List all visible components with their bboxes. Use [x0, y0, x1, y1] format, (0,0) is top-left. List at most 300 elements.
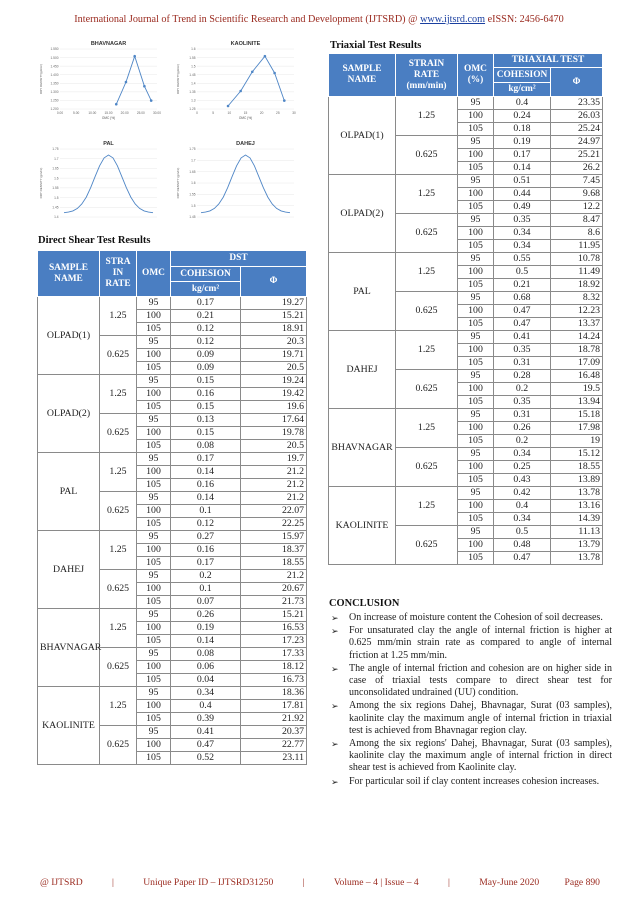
omc-cell: 95	[458, 409, 494, 422]
header-text: International Journal of Trend in Scientific Research and Development (IJTSRD) @	[74, 14, 421, 25]
curve-point	[239, 90, 242, 93]
phi-cell: 25.24	[551, 123, 603, 136]
cohesion-cell: 0.35	[494, 396, 551, 409]
phi-cell: 14.24	[551, 331, 603, 344]
cohesion-cell: 0.34	[494, 240, 551, 253]
curve-point	[133, 55, 136, 58]
conclusion-text: Among the six regions Dahej, Bhavnagar, Surat (03 samples), kaolinite clay the maximum angle of internal friction in triaxial test is achieved from Bhavnagar region clay.	[349, 700, 612, 736]
phi-cell: 19	[551, 435, 603, 448]
cohesion-cell: 0.34	[494, 448, 551, 461]
table-row	[38, 531, 307, 544]
sample-name-cell: BHAVNAGAR	[38, 609, 100, 687]
cohesion-cell: 0.15	[171, 427, 241, 440]
graph-dahej-svg	[175, 137, 300, 225]
cohesion-cell: 0.48	[494, 539, 551, 552]
y-tick-label: 1.25	[189, 107, 196, 112]
y-tick-label: 1.400	[50, 72, 59, 77]
omc-cell: 95	[458, 97, 494, 110]
table-row	[38, 453, 307, 466]
strain-rate-cell: 1.25	[100, 609, 137, 648]
strain-rate-cell: 1.25	[396, 331, 458, 370]
phi-cell: 13.89	[551, 474, 603, 487]
conclusion-text: For unsaturated clay the angle of internal friction is higher at 0.625 mm/min strain rate as compared to angle of internal friction at 1.25 mm/min.	[349, 625, 612, 661]
strain-rate-cell: 0.625	[396, 448, 458, 487]
cohesion-cell: 0.34	[171, 687, 241, 700]
omc-cell: 95	[458, 214, 494, 227]
curve-point	[150, 99, 153, 102]
phi-cell: 15.97	[241, 531, 307, 544]
cohesion-cell: 0.12	[171, 323, 241, 336]
phi-cell: 11.49	[551, 266, 603, 279]
omc-cell: 100	[137, 427, 171, 440]
graph-xlabel: OMC (%)	[238, 116, 253, 120]
omc-cell: 105	[458, 201, 494, 214]
omc-cell: 100	[458, 344, 494, 357]
omc-cell: 100	[458, 110, 494, 123]
cohesion-cell: 0.34	[494, 227, 551, 240]
phi-cell: 18.78	[551, 344, 603, 357]
conclusion-item	[329, 776, 612, 788]
cohesion-cell: 0.5	[494, 526, 551, 539]
cohesion-cell: 0.25	[494, 461, 551, 474]
table-row	[329, 97, 603, 110]
strain-rate-cell: 1.25	[396, 487, 458, 526]
phi-cell: 22.25	[241, 518, 307, 531]
omc-cell: 105	[458, 357, 494, 370]
strain-rate-cell: 0.625	[396, 370, 458, 409]
omc-cell: 95	[137, 375, 171, 388]
phi-cell: 17.09	[551, 357, 603, 370]
y-tick-label: 1.45	[189, 72, 196, 77]
arrow-bullet-icon: ➢	[331, 663, 339, 674]
conclusion-section	[329, 598, 612, 789]
phi-cell: 10.78	[551, 253, 603, 266]
graph-pal-svg	[38, 137, 163, 225]
col-sample-name: SAMPLE NAME	[38, 251, 100, 297]
strain-rate-cell: 1.25	[396, 253, 458, 292]
y-tick-label: 1.5	[54, 195, 59, 200]
phi-cell: 18.92	[551, 279, 603, 292]
cohesion-cell: 0.31	[494, 409, 551, 422]
col-group-dst: DST	[171, 251, 307, 267]
x-tick-label: 0.00	[56, 111, 64, 115]
omc-cell: 100	[137, 739, 171, 752]
omc-cell: 105	[137, 479, 171, 492]
curve-point	[227, 105, 230, 108]
cohesion-cell: 0.1	[171, 505, 241, 518]
table-row	[329, 409, 603, 422]
graph-ylabel: DRY DENSITY(gm/cc)	[39, 63, 43, 95]
omc-cell: 95	[137, 687, 171, 700]
omc-cell: 100	[458, 266, 494, 279]
omc-cell: 95	[137, 297, 171, 310]
phi-cell: 24.97	[551, 136, 603, 149]
y-tick-label: 1.4	[54, 215, 59, 220]
y-tick-label: 1.5	[191, 203, 196, 208]
phi-cell: 22.77	[241, 739, 307, 752]
omc-cell: 95	[458, 370, 494, 383]
sample-name-cell: PAL	[329, 253, 396, 331]
phi-cell: 20.5	[241, 362, 307, 375]
y-tick-label: 1.55	[189, 192, 196, 197]
omc-cell: 105	[137, 401, 171, 414]
phi-cell: 8.6	[551, 227, 603, 240]
table-row	[38, 687, 307, 700]
cohesion-cell: 0.07	[171, 596, 241, 609]
compaction-curve	[116, 56, 151, 104]
footer-separator: |	[112, 877, 114, 888]
strain-rate-cell: 0.625	[396, 526, 458, 565]
col-strain-rate: STRAIN RATE (mm/min)	[396, 54, 458, 97]
curve-point	[125, 81, 128, 84]
footer-separator: |	[448, 877, 450, 888]
col-unit: kg/cm²	[494, 83, 551, 97]
cohesion-cell: 0.27	[171, 531, 241, 544]
sample-name-cell: BHAVNAGAR	[329, 409, 396, 487]
phi-cell: 17.64	[241, 414, 307, 427]
cohesion-cell: 0.16	[171, 544, 241, 557]
cohesion-cell: 0.14	[494, 162, 551, 175]
omc-cell: 95	[137, 531, 171, 544]
sample-name-cell: KAOLINITE	[329, 487, 396, 565]
cohesion-cell: 0.15	[171, 375, 241, 388]
graph-bhavnagar-svg	[38, 37, 163, 125]
phi-cell: 19.78	[241, 427, 307, 440]
omc-cell: 100	[137, 661, 171, 674]
col-cohesion: COHESION	[494, 68, 551, 83]
strain-rate-cell: 1.25	[100, 297, 137, 336]
cohesion-cell: 0.19	[171, 622, 241, 635]
y-tick-label: 1.6	[191, 47, 196, 52]
sample-name-cell: KAOLINITE	[38, 687, 100, 765]
conclusion-item	[329, 700, 612, 737]
sample-name-cell: OLPAD(1)	[329, 97, 396, 175]
y-tick-label: 1.45	[189, 215, 196, 220]
cohesion-cell: 0.41	[494, 331, 551, 344]
compaction-curve	[228, 56, 284, 106]
strain-rate-cell: 1.25	[100, 687, 137, 726]
omc-cell: 95	[458, 292, 494, 305]
cohesion-cell: 0.28	[494, 370, 551, 383]
journal-link[interactable]: www.ijtsrd.com	[420, 14, 486, 25]
cohesion-cell: 0.52	[171, 752, 241, 765]
x-tick-label: 20	[259, 111, 264, 115]
curve-point	[273, 72, 276, 75]
omc-cell: 95	[458, 526, 494, 539]
phi-cell: 12.23	[551, 305, 603, 318]
cohesion-cell: 0.14	[171, 466, 241, 479]
conclusion-item	[329, 738, 612, 775]
cohesion-cell: 0.35	[494, 214, 551, 227]
omc-cell: 100	[458, 500, 494, 513]
phi-cell: 15.21	[241, 609, 307, 622]
y-tick-label: 1.550	[50, 47, 59, 52]
phi-cell: 15.21	[241, 310, 307, 323]
cohesion-cell: 0.21	[171, 310, 241, 323]
phi-cell: 17.98	[551, 422, 603, 435]
x-tick-label: 30.00	[153, 111, 161, 115]
omc-cell: 100	[458, 422, 494, 435]
phi-cell: 8.47	[551, 214, 603, 227]
phi-cell: 19.27	[241, 297, 307, 310]
omc-cell: 95	[458, 253, 494, 266]
cohesion-cell: 0.47	[494, 318, 551, 331]
x-tick-label: 25.00	[136, 111, 145, 115]
graph-pal	[38, 137, 163, 225]
phi-cell: 14.39	[551, 513, 603, 526]
dst-title: Direct Shear Test Results	[38, 235, 151, 246]
cohesion-cell: 0.04	[171, 674, 241, 687]
phi-cell: 16.48	[551, 370, 603, 383]
phi-cell: 13.79	[551, 539, 603, 552]
y-tick-label: 1.55	[52, 186, 59, 191]
y-tick-label: 1.55	[189, 55, 196, 60]
omc-cell: 105	[137, 752, 171, 765]
strain-rate-cell: 0.625	[100, 492, 137, 531]
conclusion-list	[329, 612, 612, 788]
graph-title: PAL	[103, 141, 114, 147]
phi-cell: 17.81	[241, 700, 307, 713]
cohesion-cell: 0.24	[494, 110, 551, 123]
arrow-bullet-icon: ➢	[331, 701, 339, 712]
phi-cell: 16.53	[241, 622, 307, 635]
x-tick-label: 5.00	[73, 111, 80, 115]
conclusion-text: On increase of moisture content the Cohesion of soil decreases.	[349, 612, 603, 623]
y-tick-label: 1.4	[191, 81, 196, 86]
strain-rate-cell: 0.625	[100, 648, 137, 687]
sample-name-cell: DAHEJ	[329, 331, 396, 409]
strain-rate-cell: 1.25	[396, 409, 458, 448]
y-tick-label: 1.250	[50, 98, 59, 103]
phi-cell: 19.6	[241, 401, 307, 414]
compaction-graphs	[38, 37, 300, 227]
phi-cell: 19.42	[241, 388, 307, 401]
cohesion-cell: 0.42	[494, 487, 551, 500]
col-cohesion: COHESION	[171, 267, 241, 282]
omc-cell: 100	[137, 388, 171, 401]
footer-left: @ IJTSRD	[40, 877, 83, 888]
cohesion-cell: 0.31	[494, 357, 551, 370]
omc-cell: 100	[458, 383, 494, 396]
cohesion-cell: 0.4	[171, 700, 241, 713]
phi-cell: 26.2	[551, 162, 603, 175]
y-tick-label: 1.6	[54, 176, 59, 181]
omc-cell: 100	[137, 466, 171, 479]
phi-cell: 21.2	[241, 479, 307, 492]
phi-cell: 13.37	[551, 318, 603, 331]
table-row	[38, 297, 307, 310]
cohesion-cell: 0.44	[494, 188, 551, 201]
x-tick-label: 10	[227, 111, 232, 115]
cohesion-cell: 0.17	[494, 149, 551, 162]
omc-cell: 95	[137, 648, 171, 661]
phi-cell: 21.2	[241, 570, 307, 583]
arrow-bullet-icon: ➢	[331, 739, 339, 750]
cohesion-cell: 0.26	[494, 422, 551, 435]
x-tick-label: 25	[276, 111, 280, 115]
y-tick-label: 1.75	[189, 147, 196, 152]
y-tick-label: 1.300	[50, 90, 59, 95]
sample-name-cell: DAHEJ	[38, 531, 100, 609]
omc-cell: 100	[137, 622, 171, 635]
omc-cell: 105	[137, 518, 171, 531]
x-tick-label: 0	[196, 111, 198, 115]
col-omc: OMC (%)	[458, 54, 494, 97]
phi-cell: 23.35	[551, 97, 603, 110]
omc-cell: 105	[458, 513, 494, 526]
phi-cell: 13.78	[551, 552, 603, 565]
omc-cell: 100	[137, 583, 171, 596]
cohesion-cell: 0.41	[171, 726, 241, 739]
phi-cell: 23.11	[241, 752, 307, 765]
cohesion-cell: 0.17	[171, 453, 241, 466]
omc-cell: 95	[137, 726, 171, 739]
conclusion-item	[329, 663, 612, 700]
table-row	[38, 609, 307, 622]
x-tick-label: 20.00	[120, 111, 129, 115]
x-tick-label: 15	[243, 111, 248, 115]
omc-cell: 100	[458, 188, 494, 201]
phi-cell: 19.5	[551, 383, 603, 396]
footer-separator: |	[302, 877, 305, 888]
cohesion-cell: 0.15	[171, 401, 241, 414]
y-tick-label: 1.75	[52, 147, 59, 152]
graph-dahej	[175, 137, 300, 225]
curve-point	[115, 103, 118, 106]
cohesion-cell: 0.19	[494, 136, 551, 149]
phi-cell: 13.94	[551, 396, 603, 409]
graph-kaolinite-svg	[175, 37, 300, 125]
conclusion-title: CONCLUSION	[329, 598, 400, 609]
omc-cell: 95	[458, 136, 494, 149]
arrow-bullet-icon: ➢	[331, 776, 339, 787]
omc-cell: 105	[137, 557, 171, 570]
phi-cell: 17.33	[241, 648, 307, 661]
phi-cell: 15.12	[551, 448, 603, 461]
phi-cell: 20.37	[241, 726, 307, 739]
phi-cell: 21.2	[241, 466, 307, 479]
omc-cell: 105	[137, 635, 171, 648]
omc-cell: 105	[458, 396, 494, 409]
omc-cell: 105	[137, 713, 171, 726]
omc-cell: 95	[458, 175, 494, 188]
omc-cell: 100	[458, 305, 494, 318]
omc-cell: 95	[137, 453, 171, 466]
omc-cell: 95	[137, 570, 171, 583]
cohesion-cell: 0.47	[494, 552, 551, 565]
cohesion-cell: 0.2	[494, 435, 551, 448]
phi-cell: 17.23	[241, 635, 307, 648]
omc-cell: 95	[137, 414, 171, 427]
x-tick-label: 5	[212, 111, 215, 115]
graph-ylabel: DRY DENSITY (gm/cc)	[176, 167, 180, 199]
omc-cell: 100	[137, 349, 171, 362]
phi-cell: 20.5	[241, 440, 307, 453]
page-footer	[40, 877, 600, 888]
phi-cell: 12.2	[551, 201, 603, 214]
table-row	[329, 331, 603, 344]
compaction-curve	[64, 155, 153, 213]
omc-cell: 105	[137, 440, 171, 453]
phi-cell: 21.73	[241, 596, 307, 609]
table-row	[38, 375, 307, 388]
compaction-curve	[201, 155, 290, 213]
cohesion-cell: 0.08	[171, 440, 241, 453]
footer-paper-id: Unique Paper ID – IJTSRD31250	[143, 877, 274, 888]
strain-rate-cell: 1.25	[100, 531, 137, 570]
omc-cell: 95	[458, 448, 494, 461]
cohesion-cell: 0.13	[171, 414, 241, 427]
cohesion-cell: 0.17	[171, 297, 241, 310]
strain-rate-cell: 0.625	[396, 292, 458, 331]
graph-kaolinite	[175, 37, 300, 125]
curve-point	[143, 85, 146, 88]
cohesion-cell: 0.4	[494, 97, 551, 110]
phi-cell: 21.92	[241, 713, 307, 726]
y-tick-label: 1.5	[191, 64, 196, 69]
omc-cell: 105	[458, 279, 494, 292]
strain-rate-cell: 0.625	[100, 726, 137, 765]
cohesion-cell: 0.14	[171, 635, 241, 648]
conclusion-text: Among the six regions' Dahej, Bhavnagar, Surat (03 samples), kaolinite clay the maximum angle of internal friction in direct shear test is achieved from Kaolinite clay.	[349, 738, 612, 774]
graph-bhavnagar	[38, 37, 163, 125]
omc-cell: 105	[137, 674, 171, 687]
phi-cell: 18.12	[241, 661, 307, 674]
phi-cell: 13.16	[551, 500, 603, 513]
col-strain-rate: STRA IN RATE	[100, 251, 137, 297]
strain-rate-cell: 1.25	[396, 97, 458, 136]
omc-cell: 105	[137, 362, 171, 375]
phi-cell: 18.55	[241, 557, 307, 570]
phi-cell: 8.32	[551, 292, 603, 305]
phi-cell: 18.91	[241, 323, 307, 336]
cohesion-cell: 0.2	[494, 383, 551, 396]
x-tick-label: 10.00	[88, 111, 97, 115]
cohesion-cell: 0.4	[494, 500, 551, 513]
graph-title: BHAVNAGAR	[90, 41, 127, 47]
phi-cell: 13.78	[551, 487, 603, 500]
sample-name-cell: PAL	[38, 453, 100, 531]
table-row	[329, 487, 603, 500]
graph-ylabel: DRY DENSITY (gm/cc)	[39, 167, 43, 199]
cohesion-cell: 0.5	[494, 266, 551, 279]
y-tick-label: 1.6	[191, 181, 196, 186]
phi-cell: 11.95	[551, 240, 603, 253]
cohesion-cell: 0.06	[171, 661, 241, 674]
y-tick-label: 1.65	[189, 169, 196, 174]
cohesion-cell: 0.1	[171, 583, 241, 596]
phi-cell: 19.71	[241, 349, 307, 362]
arrow-bullet-icon: ➢	[331, 613, 339, 623]
omc-cell: 95	[458, 331, 494, 344]
strain-rate-cell: 0.625	[100, 414, 137, 453]
cohesion-cell: 0.17	[171, 557, 241, 570]
omc-cell: 100	[458, 461, 494, 474]
col-unit: kg/cm²	[171, 282, 241, 297]
cohesion-cell: 0.68	[494, 292, 551, 305]
cohesion-cell: 0.08	[171, 648, 241, 661]
cohesion-cell: 0.18	[494, 123, 551, 136]
cohesion-cell: 0.21	[494, 279, 551, 292]
graph-ylabel: DRY DENSITY(gm/cc)	[176, 63, 180, 95]
phi-cell: 18.36	[241, 687, 307, 700]
cohesion-cell: 0.26	[171, 609, 241, 622]
cohesion-cell: 0.47	[494, 305, 551, 318]
omc-cell: 100	[458, 227, 494, 240]
y-tick-label: 1.35	[189, 90, 196, 95]
cohesion-cell: 0.35	[494, 344, 551, 357]
cohesion-cell: 0.12	[171, 518, 241, 531]
